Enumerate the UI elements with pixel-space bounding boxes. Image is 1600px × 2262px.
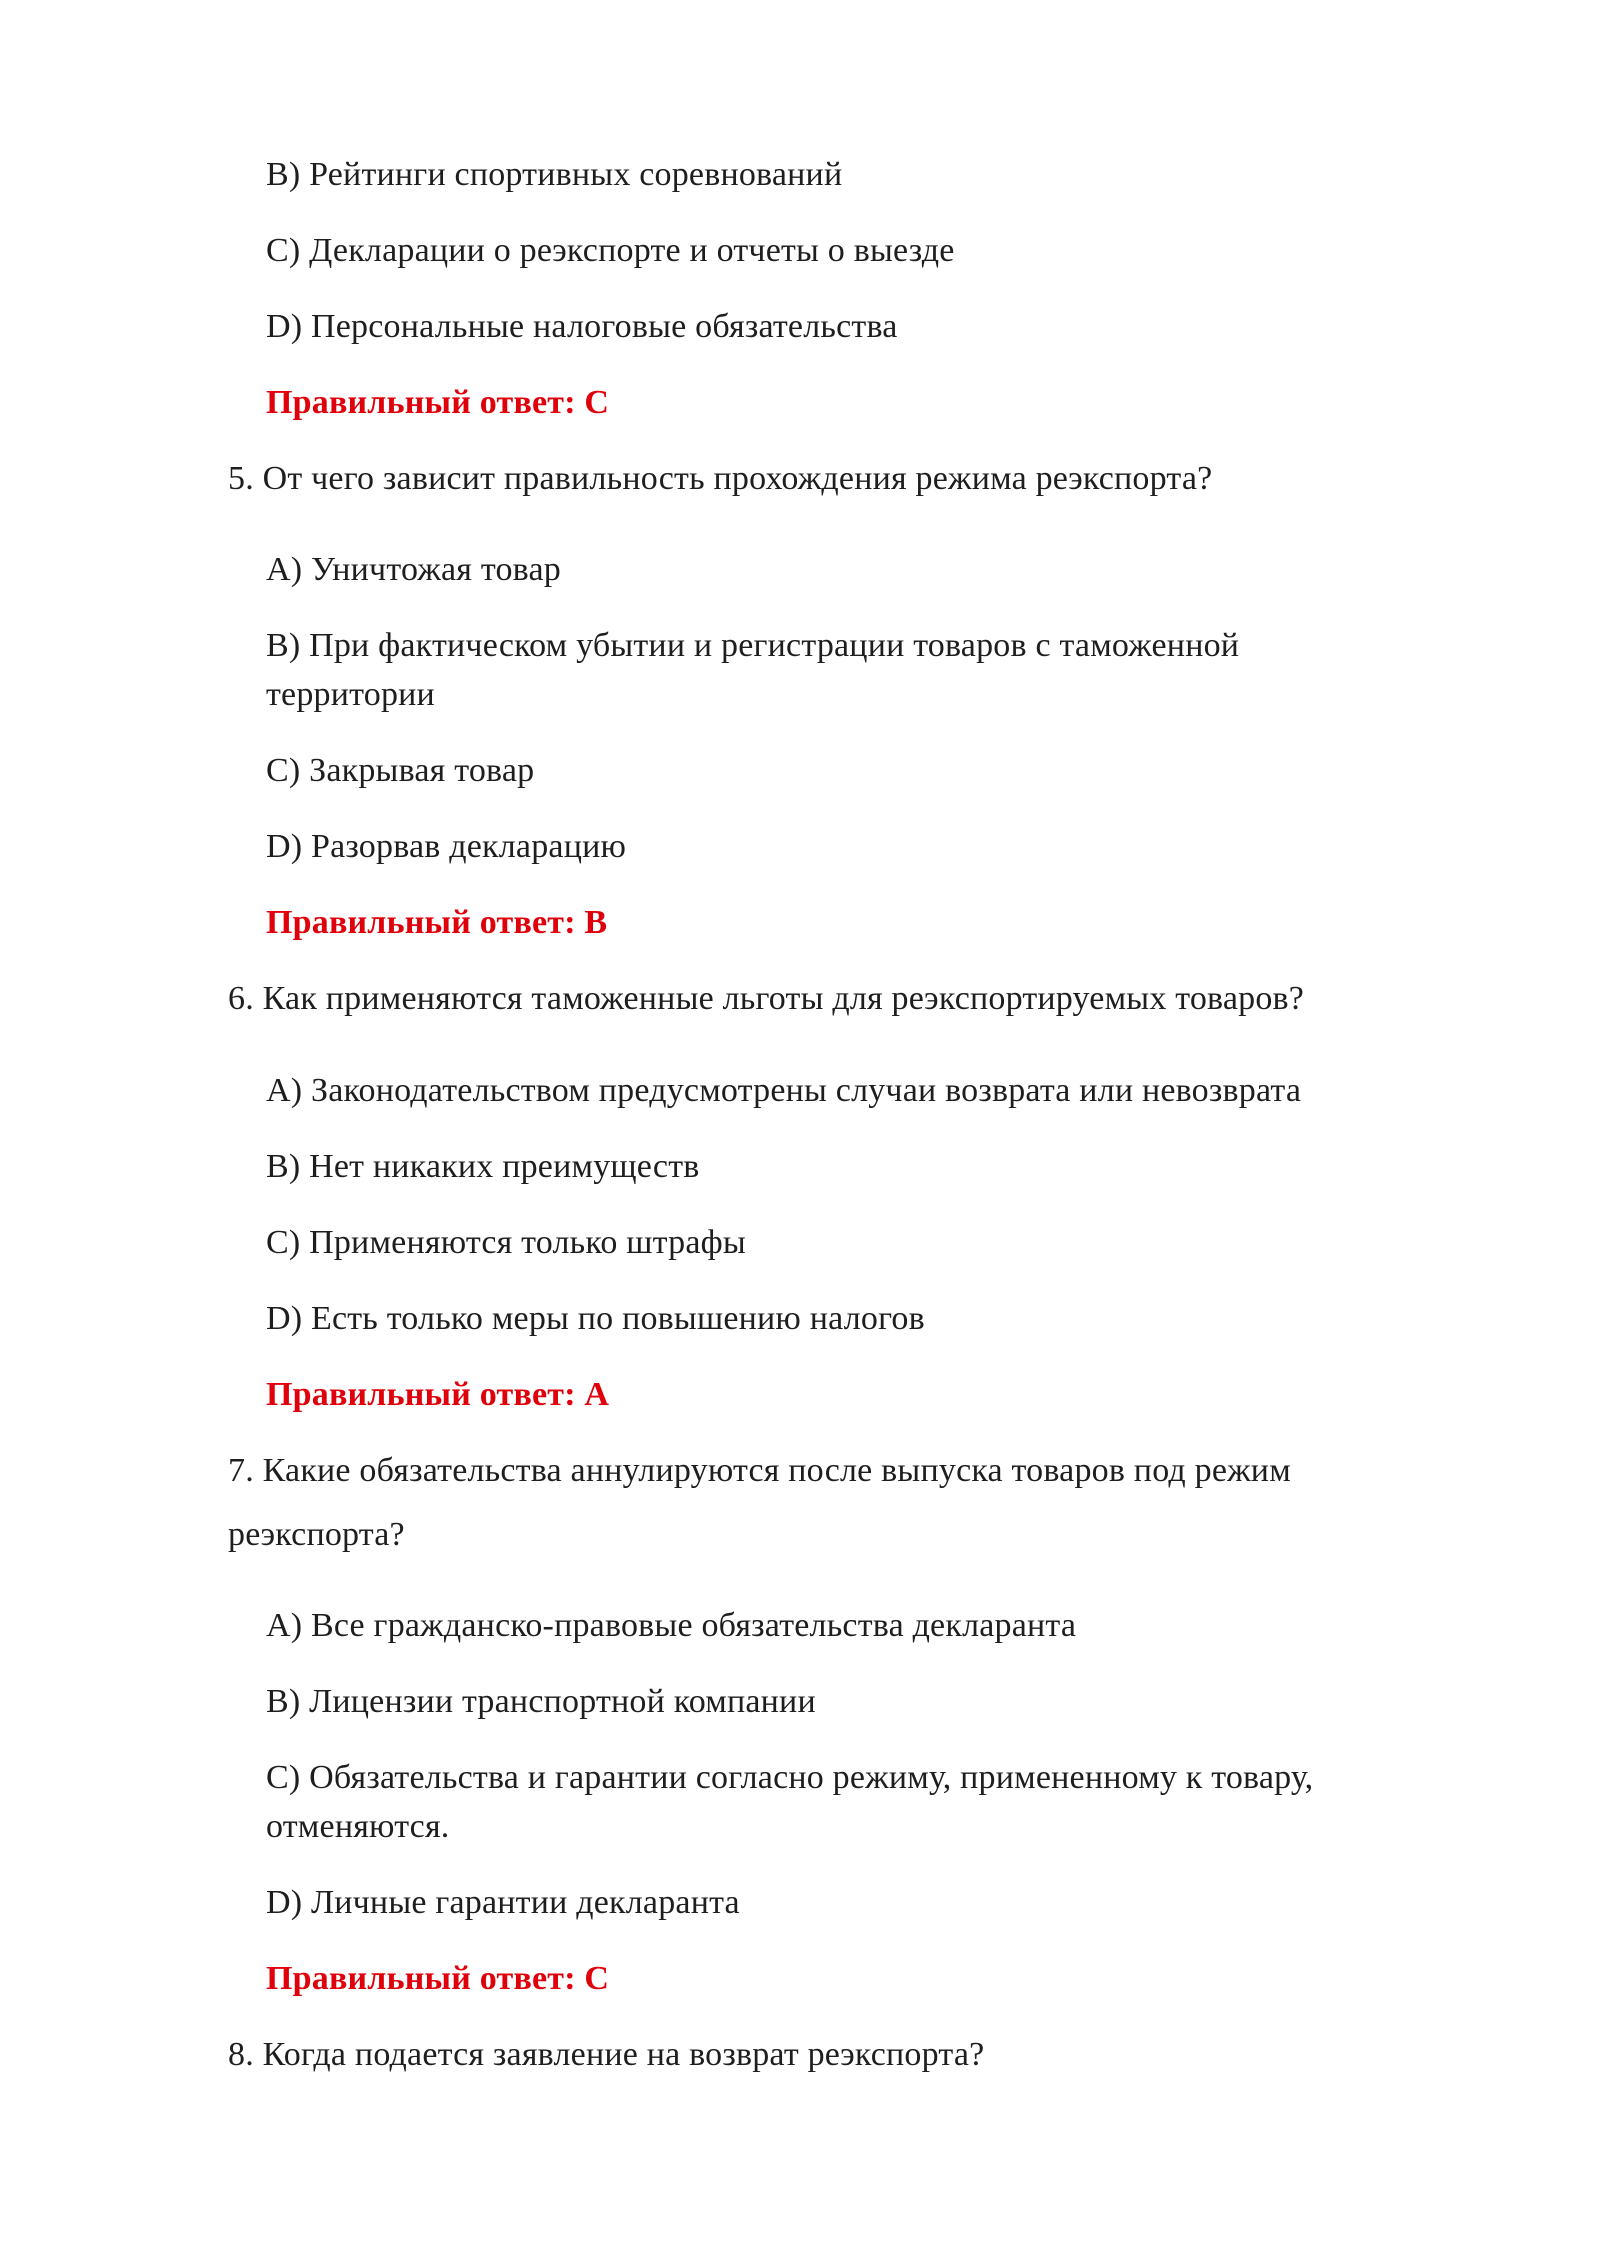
option-line: B) При фактическом убытии и регистрации товаров с таможенной — [266, 627, 1240, 664]
correct-answer: Правильный ответ: A — [266, 1376, 610, 1413]
correct-answer: Правильный ответ: B — [266, 904, 608, 941]
option-line: A) Законодательством предусмотрены случаи возврата или невозврата — [266, 1072, 1302, 1109]
option-line: D) Есть только меры по повышению налогов — [266, 1300, 925, 1337]
option-line: B) Нет никаких преимуществ — [266, 1148, 700, 1185]
option-line: B) Лицензии транспортной компании — [266, 1683, 816, 1720]
option-line: C) Декларации о реэкспорте и отчеты о выезде — [266, 232, 955, 269]
correct-answer: Правильный ответ: C — [266, 384, 610, 421]
option-line: D) Личные гарантии декларанта — [266, 1884, 740, 1921]
option-line: D) Персональные налоговые обязательства — [266, 308, 898, 345]
option-line: A) Все гражданско-правовые обязательства декларанта — [266, 1607, 1077, 1644]
question-text: 8. Когда подается заявление на возврат реэкспорта? — [228, 2036, 985, 2073]
question-text: реэкспорта? — [228, 1516, 405, 1553]
option-line: A) Уничтожая товар — [266, 551, 561, 588]
question-text: 5. От чего зависит правильность прохождения режима реэкспорта? — [228, 460, 1213, 497]
question-text: 6. Как применяются таможенные льготы для реэкспортируемых товаров? — [228, 980, 1305, 1017]
question-text: 7. Какие обязательства аннулируются после выпуска товаров под режим — [228, 1452, 1291, 1489]
option-line: B) Рейтинги спортивных соревнований — [266, 156, 843, 193]
correct-answer: Правильный ответ: C — [266, 1960, 610, 1997]
option-line: C) Обязательства и гарантии согласно режиму, примененному к товару, — [266, 1759, 1314, 1796]
option-line: территории — [266, 676, 435, 713]
option-line: D) Разорвав декларацию — [266, 828, 627, 865]
option-line: отменяются. — [266, 1808, 450, 1845]
option-line: C) Применяются только штрафы — [266, 1224, 746, 1261]
option-line: C) Закрывая товар — [266, 752, 535, 789]
